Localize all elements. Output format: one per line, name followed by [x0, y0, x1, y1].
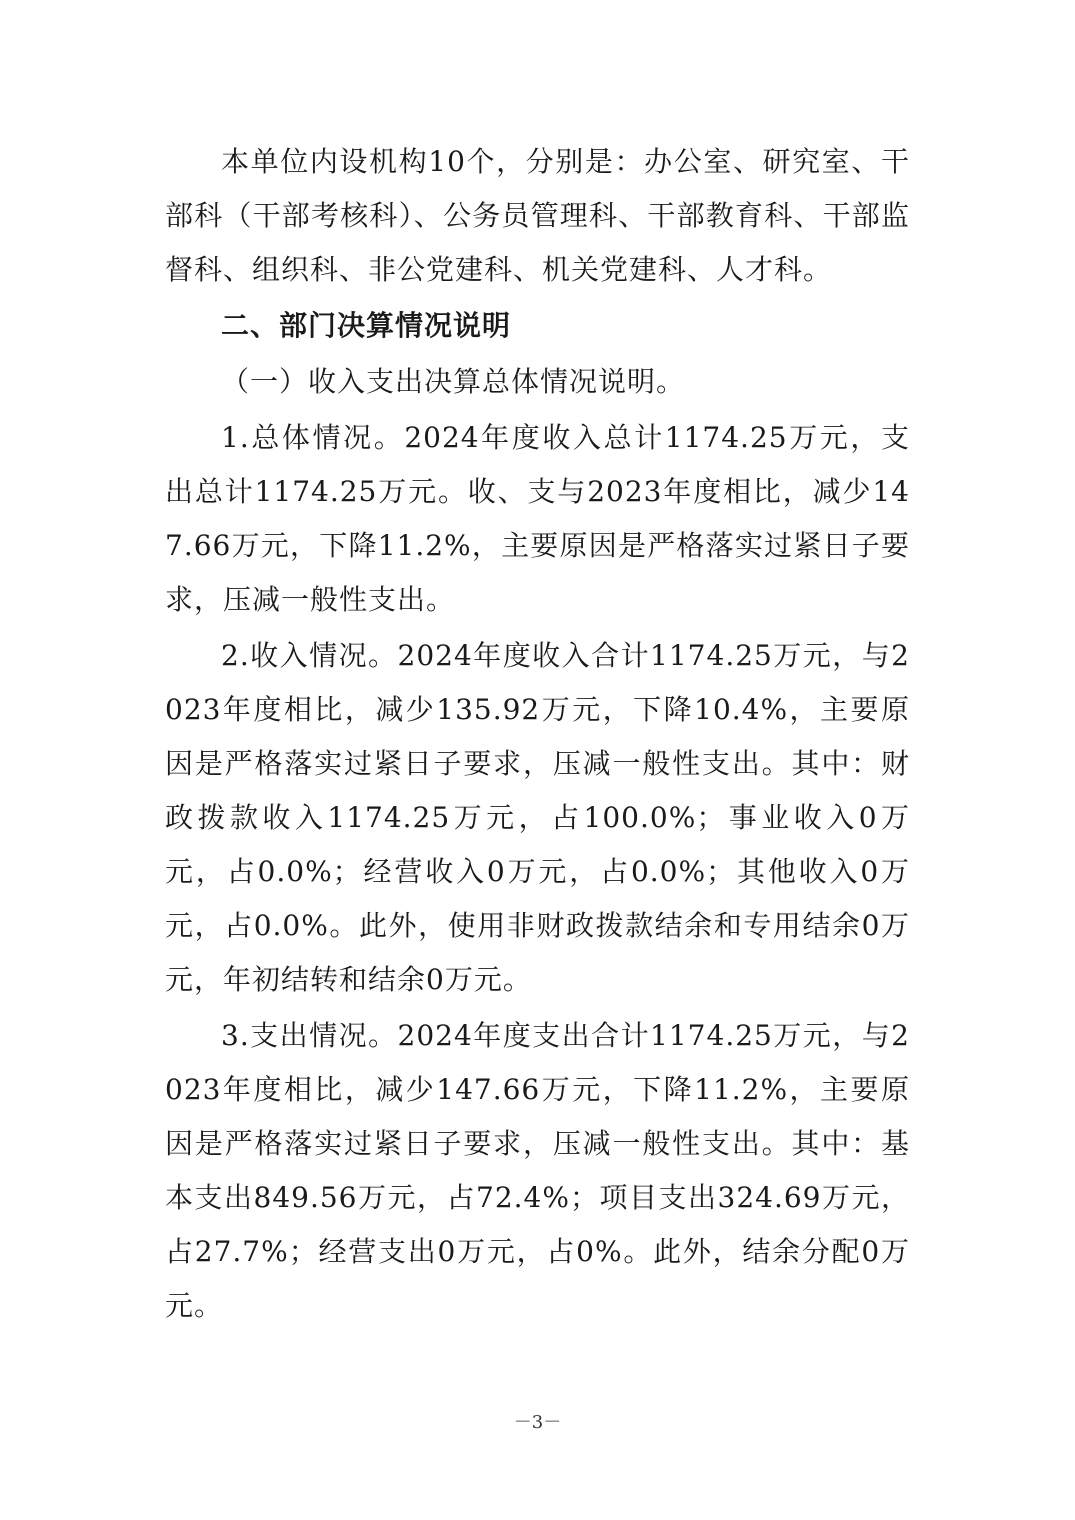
paragraph-expenditure-situation: 3.支出情况。2024年度支出合计1174.25万元，与2023年度相比，减少147.66万元，下降11.2%，主要原因是严格落实过紧日子要求，压减一般性支出。其中：基本支出849.56万元，占72.4%；项目支出324.69万元，占27.7%；经营支出0万元，占0%。此外，结余分配0万元。 — [165, 1019, 910, 1322]
paragraph-internal-departments: 本单位内设机构10个，分别是：办公室、研究室、干部科（干部考核科）、公务员管理科、干部教育科、干部监督科、组织科、非公党建科、机关党建科、人才科。 — [165, 145, 910, 286]
paragraph-overall-situation: 1.总体情况。2024年度收入总计1174.25万元，支出总计1174.25万元。收、支与2023年度相比，减少147.66万元，下降11.2%，主要原因是严格落实过紧日子要求，压减一般性支出。 — [165, 421, 910, 616]
document-body — [165, 135, 910, 1333]
subsection-heading: （一）收入支出决算总体情况说明。 — [221, 365, 686, 398]
paragraph-income-situation: 2.收入情况。2024年度收入合计1174.25万元，与2023年度相比，减少135.92万元，下降10.4%，主要原因是严格落实过紧日子要求，压减一般性支出。其中：财政拨款收入1174.25万元，占100.0%；事业收入0万元，占0.0%；经营收入0万元，占0.0%；其他收入0万元，占0.0%。此外，使用非财政拨款结余和专用结余0万元，年初结转和结余0万元。 — [165, 639, 910, 996]
page-number: －3－ — [513, 1412, 562, 1433]
section-heading: 二、部门决算情况说明 — [221, 309, 512, 342]
